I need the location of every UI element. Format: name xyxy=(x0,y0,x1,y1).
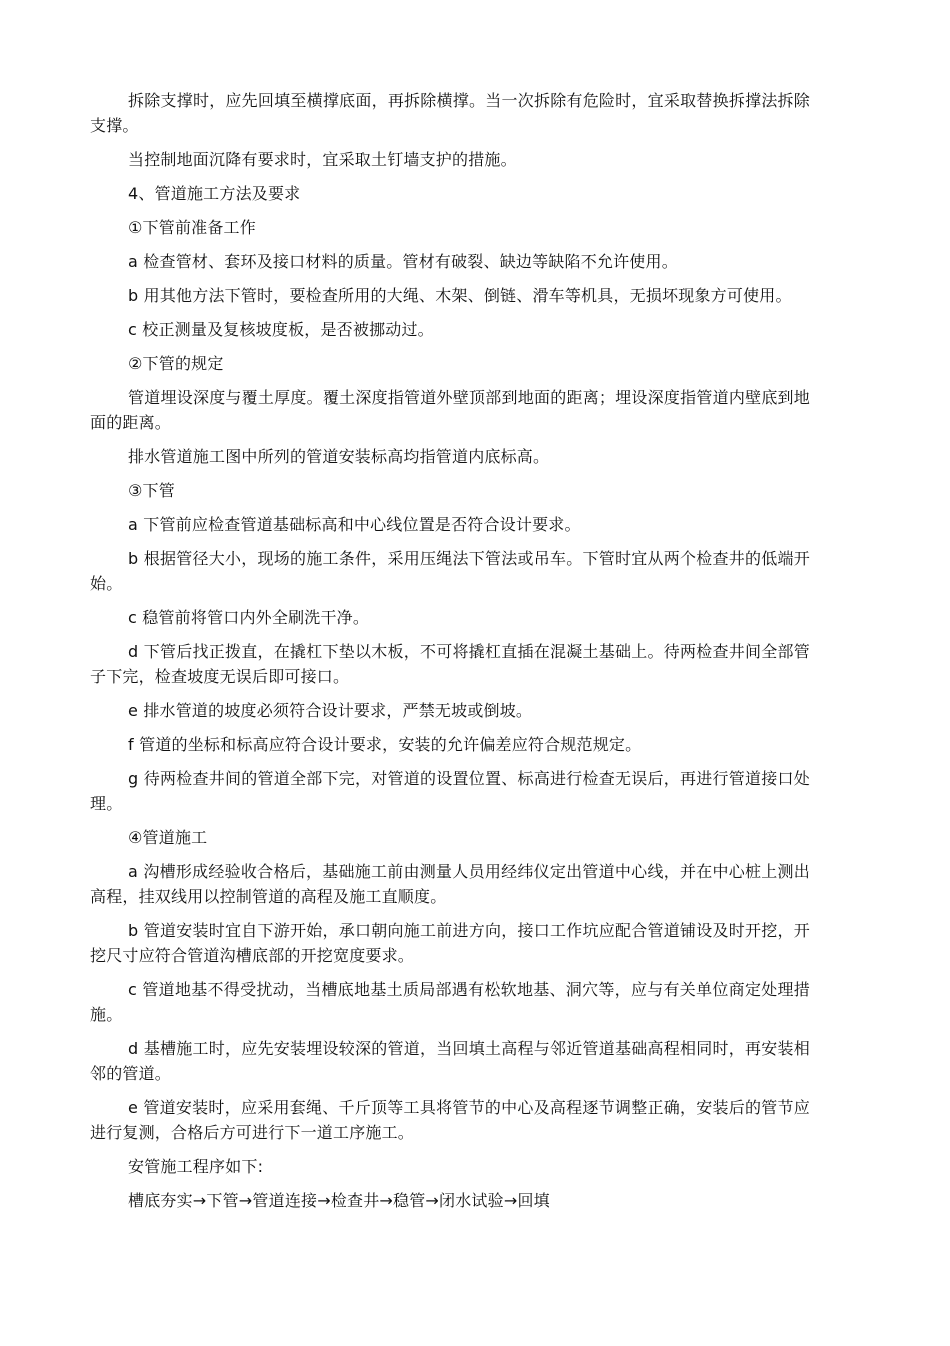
list-item: a 检查管材、套环及接口材料的质量。管材有破裂、缺边等缺陷不允许使用。 xyxy=(128,252,678,271)
list-item: g 待两检查井间的管道全部下完，对管道的设置位置、标高进行检查无误后，再进行管道接口处理。 xyxy=(90,769,810,813)
subheading-2: ②下管的规定 xyxy=(128,354,224,373)
procedure-sequence: 槽底夯实→下管→管道连接→检查井→稳管→闭水试验→回填 xyxy=(128,1191,550,1210)
list-item: e 管道安装时，应采用套绳、千斤顶等工具将管节的中心及高程逐节调整正确，安装后的管节应进行复测，合格后方可进行下一道工序施工。 xyxy=(90,1098,810,1142)
list-item: a 下管前应检查管道基础标高和中心线位置是否符合设计要求。 xyxy=(128,515,581,534)
paragraph-1: 拆除支撑时，应先回填至横撑底面，再拆除横撑。当一次拆除有危险时，宜采取替换拆撑法拆除支撑。 xyxy=(90,91,810,135)
section-heading-4: 4、管道施工方法及要求 xyxy=(128,184,301,203)
list-item: c 校正测量及复核坡度板，是否被挪动过。 xyxy=(128,320,434,339)
list-item: b 用其他方法下管时，要检查所用的大绳、木架、倒链、滑车等机具，无损坏现象方可使用。 xyxy=(128,286,792,305)
list-item: a 沟槽形成经验收合格后，基础施工前由测量人员用经纬仪定出管道中心线，并在中心桩上测出高程，挂双线用以控制管道的高程及施工直顺度。 xyxy=(90,862,810,906)
subheading-3: ③下管 xyxy=(128,481,175,500)
list-item: b 管道安装时宜自下游开始，承口朝向施工前进方向，接口工作坑应配合管道铺设及时开挖，开挖尺寸应符合管道沟槽底部的开挖宽度要求。 xyxy=(90,921,810,965)
list-item: f 管道的坐标和标高应符合设计要求，安装的允许偏差应符合规范规定。 xyxy=(128,735,642,754)
subheading-4: ④管道施工 xyxy=(128,828,208,847)
procedure-intro: 安管施工程序如下: xyxy=(128,1157,264,1176)
paragraph-2: 当控制地面沉降有要求时，宜采取土钉墙支护的措施。 xyxy=(128,150,517,169)
paragraph: 管道埋设深度与覆土厚度。覆土深度指管道外壁顶部到地面的距离；埋设深度指管道内壁底到地面的距离。 xyxy=(90,388,810,432)
list-item: c 管道地基不得受扰动，当槽底地基土质局部遇有松软地基、洞穴等，应与有关单位商定处理措施。 xyxy=(90,980,810,1024)
paragraph: 排水管道施工图中所列的管道安装标高均指管道内底标高。 xyxy=(128,447,550,466)
document-page xyxy=(90,88,810,1222)
list-item: c 稳管前将管口内外全刷洗干净。 xyxy=(128,608,370,627)
list-item: d 基槽施工时，应先安装埋设较深的管道，当回填土高程与邻近管道基础高程相同时，再安装相邻的管道。 xyxy=(90,1039,810,1083)
list-item: d 下管后找正拨直，在撬杠下垫以木板，不可将撬杠直插在混凝土基础上。待两检查井间全部管子下完，检查坡度无误后即可接口。 xyxy=(90,642,810,686)
subheading-1: ①下管前准备工作 xyxy=(128,218,256,237)
list-item: b 根据管径大小，现场的施工条件，采用压绳法下管法或吊车。下管时宜从两个检查井的低端开始。 xyxy=(90,549,810,593)
list-item: e 排水管道的坡度必须符合设计要求，严禁无坡或倒坡。 xyxy=(128,701,533,720)
